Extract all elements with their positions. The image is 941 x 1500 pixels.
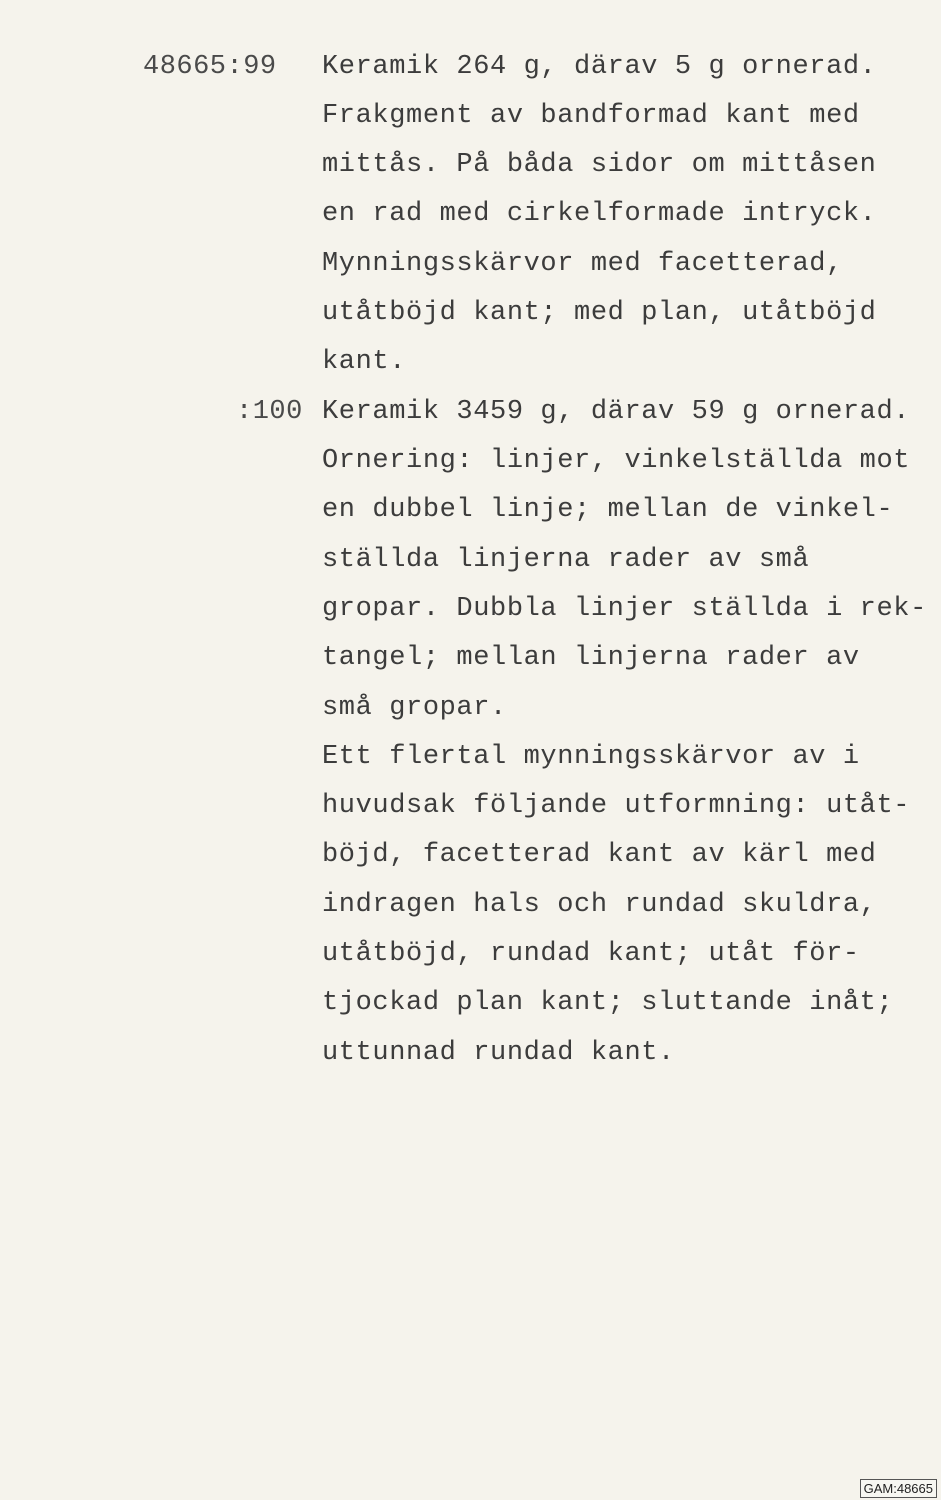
entry-100-line-9: huvudsak följande utformning: utåt-: [322, 791, 911, 821]
entry-100-line-10: böjd, facetterad kant av kärl med: [322, 840, 877, 870]
entry-100-line-14: uttunnad rundad kant.: [322, 1038, 675, 1068]
entry-100-line-6: tangel; mellan linjerna rader av: [322, 643, 860, 673]
entry-100-line-12: utåtböjd, rundad kant; utåt för-: [322, 939, 860, 969]
entry-100-line-8: Ett flertal mynningsskärvor av i: [322, 742, 860, 772]
entry-99-line-5: Mynningsskärvor med facetterad,: [322, 249, 843, 279]
entry-99-line-2: Frakgment av bandformad kant med: [322, 101, 860, 131]
entry-99-line-6: utåtböjd kant; med plan, utåtböjd: [322, 298, 877, 328]
entry-100-line-5: gropar. Dubbla linjer ställda i rek-: [322, 594, 927, 624]
entry-100-line-4: ställda linjerna rader av små: [322, 545, 810, 575]
archive-stamp: GAM:48665: [860, 1479, 937, 1498]
entry-100-line-3: en dubbel linje; mellan de vinkel-: [322, 495, 894, 525]
entry-100-line-1: Keramik 3459 g, därav 59 g ornerad.: [322, 397, 911, 427]
entry-id-100: :100: [236, 397, 303, 427]
entry-99-line-3: mittås. På båda sidor om mittåsen: [322, 150, 877, 180]
entry-100-line-13: tjockad plan kant; sluttande inåt;: [322, 988, 894, 1018]
entry-99-line-1: Keramik 264 g, därav 5 g ornerad.: [322, 52, 877, 82]
entry-100-line-7: små gropar.: [322, 693, 507, 723]
entry-100-line-2: Ornering: linjer, vinkelställda mot: [322, 446, 911, 476]
entry-99-line-4: en rad med cirkelformade intryck.: [322, 199, 877, 229]
entry-100-line-11: indragen hals och rundad skuldra,: [322, 890, 877, 920]
entry-id-99: 48665:99: [143, 52, 277, 82]
entry-99-line-7: kant.: [322, 347, 407, 377]
